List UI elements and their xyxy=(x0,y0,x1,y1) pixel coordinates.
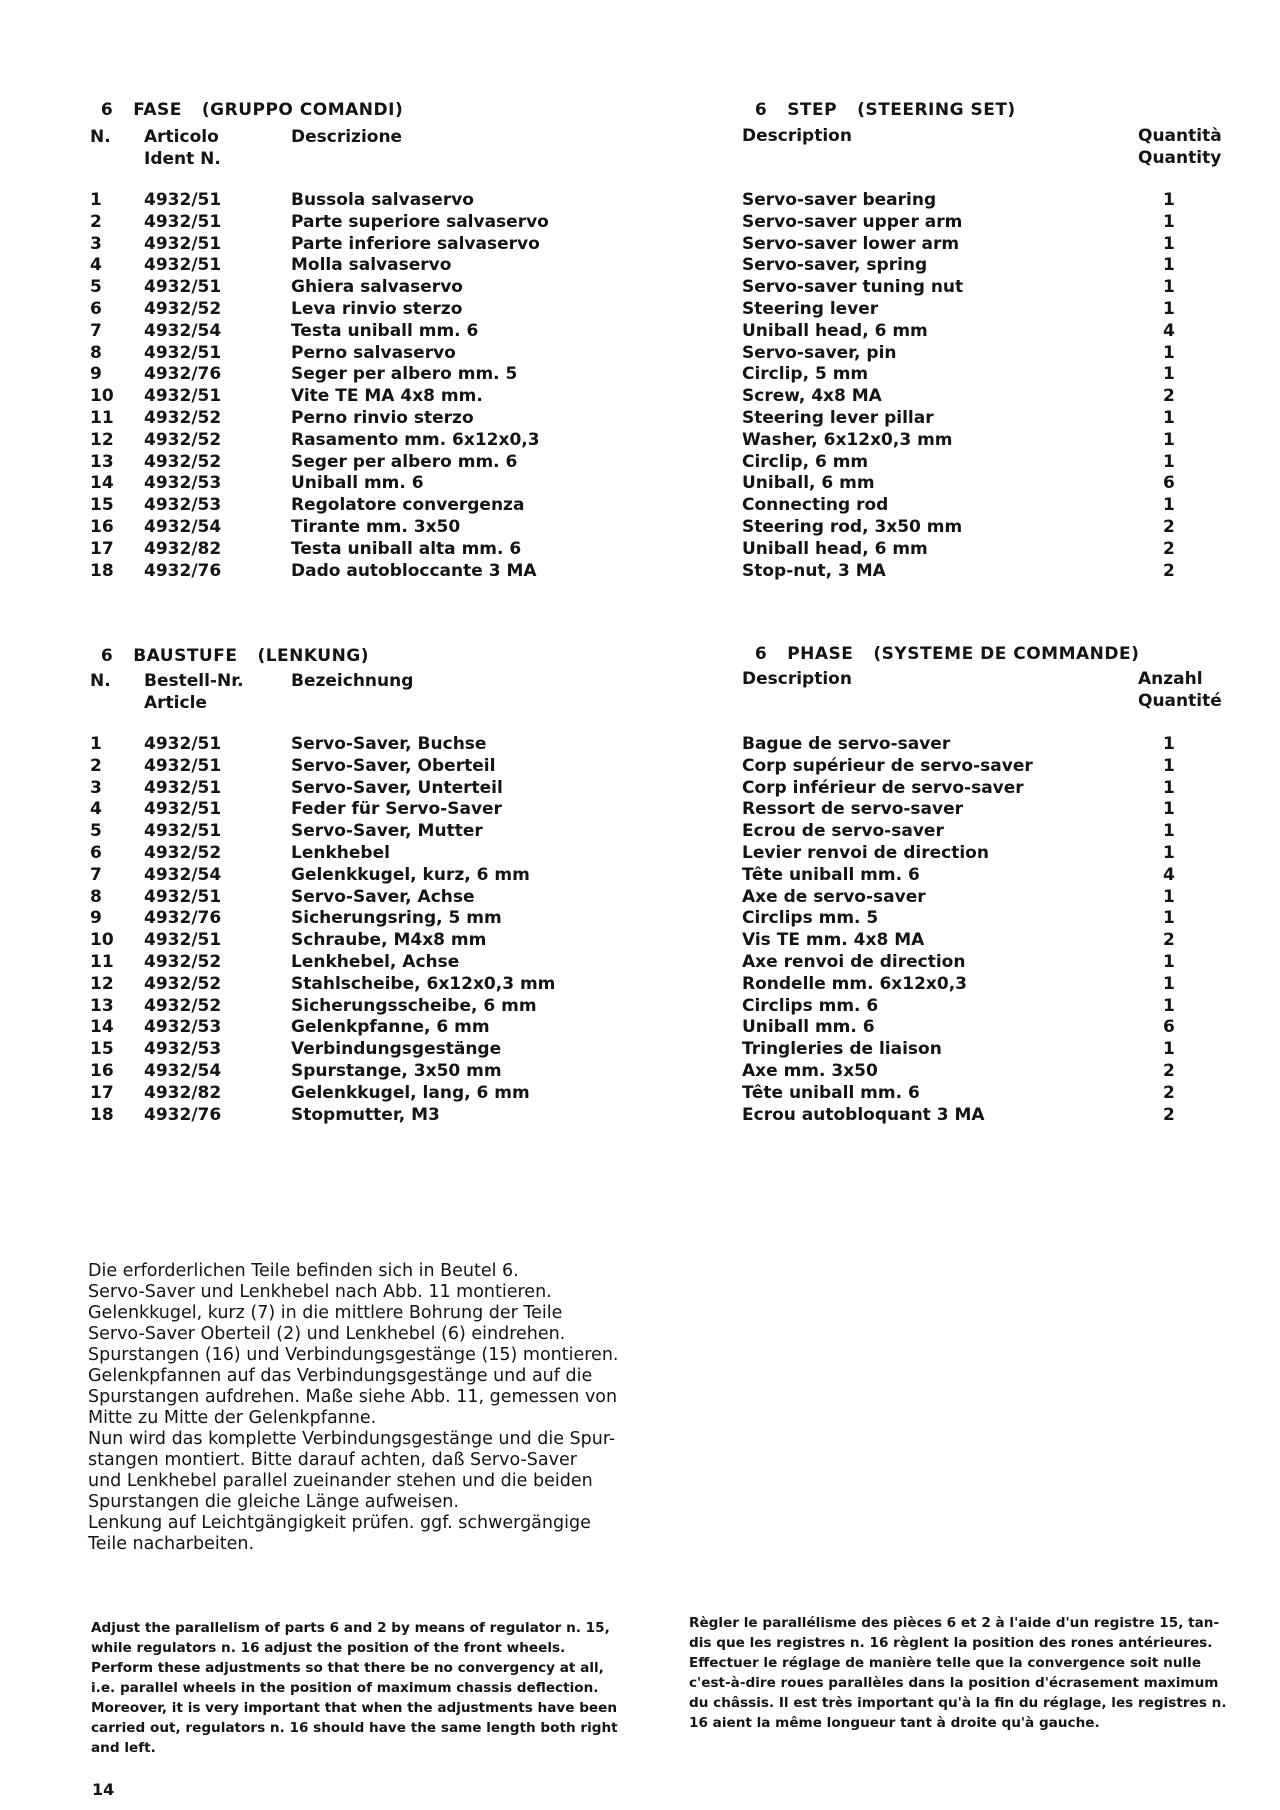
article-number: 4932/53 xyxy=(144,1017,222,1038)
text-line: Die erforderlichen Teile befinden sich in Beutel 6. xyxy=(88,1261,519,1281)
part-description: Gelenkkugel, lang, 6 mm xyxy=(291,1082,530,1103)
quantity: 1 xyxy=(1163,952,1175,972)
item-number: 10 xyxy=(90,930,114,951)
item-number: 7 xyxy=(90,864,102,885)
part-description: Gelenkkugel, kurz, 6 mm xyxy=(291,864,530,885)
part-description: Testa uniball mm. 6 xyxy=(291,320,479,341)
part-description: Stop-nut, 3 MA xyxy=(742,560,886,581)
item-number: 17 xyxy=(90,1082,114,1103)
article-number: 4932/52 xyxy=(144,429,222,450)
quantity: 1 xyxy=(1163,886,1175,907)
article-number: 4932/51 xyxy=(144,755,222,776)
article-number: 4932/82 xyxy=(144,1082,222,1103)
page-number: 14 xyxy=(92,1780,115,1799)
part-description: Servo-saver tuning nut xyxy=(742,277,964,298)
quantity: 1 xyxy=(1163,190,1175,210)
part-description: Circlips mm. 5 xyxy=(742,908,879,929)
quantity: 1 xyxy=(1163,799,1175,820)
part-description: Servo-saver upper arm xyxy=(742,211,963,232)
col-header-description: Description xyxy=(742,669,852,689)
col-header-description: Description xyxy=(742,126,852,146)
text-line: 16 aient la même longueur tant à droite qu'à gauche. xyxy=(689,1715,1100,1731)
article-number: 4932/51 xyxy=(144,777,222,798)
part-description: Leva rinvio sterzo xyxy=(291,299,463,319)
item-number: 12 xyxy=(90,973,114,994)
section-number: 6 xyxy=(754,100,768,120)
article-number: 4932/51 xyxy=(144,886,222,907)
article-number: 4932/82 xyxy=(144,538,222,559)
col-header-description: Descrizione xyxy=(291,127,403,147)
quantity: 1 xyxy=(1163,755,1175,776)
quantity: 1 xyxy=(1163,233,1175,254)
section-title: PHASE xyxy=(787,644,854,664)
part-description: Screw, 4x8 MA xyxy=(742,386,882,407)
text-line: i.e. parallel wheels in the position of maximum chassis deflection. xyxy=(91,1680,599,1696)
item-number: 7 xyxy=(90,320,102,341)
part-description: Servo-saver lower arm xyxy=(742,233,960,254)
text-line: Gelenkpfannen auf das Verbindungsgestänge und auf die xyxy=(88,1366,593,1386)
item-number: 9 xyxy=(90,364,102,385)
part-description: Uniball mm. 6 xyxy=(742,1017,875,1038)
section-title: BAUSTUFE xyxy=(133,646,238,666)
part-description: Servo-saver, pin xyxy=(742,342,897,363)
item-number: 15 xyxy=(90,495,114,516)
part-description: Gelenkpfanne, 6 mm xyxy=(291,1017,490,1038)
col-header-article-line2: Ident N. xyxy=(144,149,221,169)
part-description: Steering lever pillar xyxy=(742,408,934,428)
quantity: 6 xyxy=(1163,473,1175,494)
item-number: 13 xyxy=(90,995,114,1016)
article-number: 4932/51 xyxy=(144,342,222,363)
item-number: 10 xyxy=(90,386,114,407)
col-header-description: Bezeichnung xyxy=(291,671,414,691)
item-number: 11 xyxy=(90,952,114,972)
quantity: 1 xyxy=(1163,408,1175,428)
article-number: 4932/51 xyxy=(144,277,222,298)
quantity: 1 xyxy=(1163,495,1175,516)
part-description: Bague de servo-saver xyxy=(742,734,951,754)
part-description: Servo-saver, spring xyxy=(742,255,928,276)
article-number: 4932/76 xyxy=(144,364,222,385)
text-line: Teile nacharbeiten. xyxy=(88,1534,255,1554)
quantity: 2 xyxy=(1163,386,1175,407)
article-number: 4932/51 xyxy=(144,821,222,842)
part-description: Verbindungsgestänge xyxy=(291,1039,502,1060)
article-number: 4932/53 xyxy=(144,473,222,494)
col-header-quantity-line1: Quantità xyxy=(1138,126,1222,146)
quantity: 1 xyxy=(1163,364,1175,385)
text-line: Lenkung auf Leichtgängigkeit prüfen. ggf. schwergängige xyxy=(88,1513,591,1533)
part-description: Circlip, 5 mm xyxy=(742,364,869,385)
article-number: 4932/53 xyxy=(144,1039,222,1060)
part-description: Circlips mm. 6 xyxy=(742,995,879,1016)
part-description: Dado autobloccante 3 MA xyxy=(291,560,537,581)
quantity: 2 xyxy=(1163,538,1175,559)
text-line: while regulators n. 16 adjust the position of the front wheels. xyxy=(91,1640,566,1656)
quantity: 2 xyxy=(1163,1104,1175,1125)
article-number: 4932/54 xyxy=(144,320,222,341)
article-number: 4932/51 xyxy=(144,211,222,232)
article-number: 4932/52 xyxy=(144,408,222,428)
article-number: 4932/51 xyxy=(144,799,222,820)
part-description: Rondelle mm. 6x12x0,3 xyxy=(742,973,968,994)
part-description: Washer, 6x12x0,3 mm xyxy=(742,429,953,450)
text-line: Règler le parallélisme des pièces 6 et 2 à l'aide d'un registre 15, tan- xyxy=(689,1615,1220,1631)
part-description: Levier renvoi de direction xyxy=(742,843,989,863)
quantity: 1 xyxy=(1163,277,1175,298)
part-description: Ecrou autobloquant 3 MA xyxy=(742,1104,985,1125)
quantity: 1 xyxy=(1163,995,1175,1016)
item-number: 2 xyxy=(90,211,102,232)
part-description: Steering lever xyxy=(742,299,879,319)
quantity: 6 xyxy=(1163,1017,1175,1038)
part-description: Tringleries de liaison xyxy=(742,1039,942,1060)
text-line: Mitte zu Mitte der Gelenkpfanne. xyxy=(88,1408,377,1428)
text-line: Spurstangen die gleiche Länge aufweisen. xyxy=(88,1492,459,1512)
part-description: Vis TE mm. 4x8 MA xyxy=(742,930,925,951)
article-number: 4932/53 xyxy=(144,495,222,516)
article-number: 4932/76 xyxy=(144,1104,222,1125)
quantity: 2 xyxy=(1163,517,1175,537)
section-heading-de xyxy=(88,626,389,666)
assembly-instructions-de xyxy=(88,1261,621,1555)
part-description: Corp inférieur de servo-saver xyxy=(742,777,1024,798)
section-title: STEP xyxy=(787,100,838,120)
part-description: Axe mm. 3x50 xyxy=(742,1061,878,1081)
quantity: 1 xyxy=(1163,734,1175,754)
quantity: 2 xyxy=(1163,560,1175,581)
part-description: Rasamento mm. 6x12x0,3 xyxy=(291,429,540,450)
text-line: stangen montiert. Bitte darauf achten, daß Servo-Saver xyxy=(88,1450,577,1470)
part-description: Seger per albero mm. 5 xyxy=(291,364,518,385)
quantity: 1 xyxy=(1163,342,1175,363)
text-line: Spurstangen (16) und Verbindungsgestänge (15) montieren. xyxy=(88,1345,619,1365)
part-description: Tirante mm. 3x50 xyxy=(291,517,461,537)
col-header-quantity-line1: Anzahl xyxy=(1138,669,1203,689)
item-number: 3 xyxy=(90,233,102,254)
part-description: Tête uniball mm. 6 xyxy=(742,1082,920,1103)
quantity: 1 xyxy=(1163,299,1175,319)
quantity: 1 xyxy=(1163,1039,1175,1060)
part-description: Schraube, M4x8 mm xyxy=(291,930,487,951)
part-description: Axe de servo-saver xyxy=(742,886,926,907)
quantity: 2 xyxy=(1163,930,1175,951)
item-number: 4 xyxy=(90,799,102,820)
section-subtitle: (GRUPPO COMANDI) xyxy=(201,100,404,120)
article-number: 4932/52 xyxy=(144,451,222,472)
part-description: Uniball head, 6 mm xyxy=(742,538,928,559)
part-description: Vite TE MA 4x8 mm. xyxy=(291,386,483,407)
item-number: 13 xyxy=(90,451,114,472)
text-line: c'est-à-dire roues parallèles dans la position d'écrasement maximum xyxy=(689,1675,1219,1691)
part-description: Parte inferiore salvaservo xyxy=(291,233,540,254)
article-number: 4932/52 xyxy=(144,952,222,972)
part-description: Servo-Saver, Mutter xyxy=(291,821,483,842)
col-header-n: N. xyxy=(90,127,111,147)
article-number: 4932/51 xyxy=(144,930,222,951)
part-description: Seger per albero mm. 6 xyxy=(291,451,518,472)
col-header-quantity xyxy=(1138,668,1222,712)
article-number: 4932/51 xyxy=(144,190,222,210)
part-description: Uniball head, 6 mm xyxy=(742,320,928,341)
col-header-quantity-line2: Quantity xyxy=(1138,148,1222,168)
col-header-article-line2: Article xyxy=(144,693,207,713)
part-description: Lenkhebel, Achse xyxy=(291,952,460,972)
item-number: 3 xyxy=(90,777,102,798)
text-line: Spurstangen aufdrehen. Maße siehe Abb. 11, gemessen von xyxy=(88,1387,618,1407)
quantity: 1 xyxy=(1163,255,1175,276)
item-number: 16 xyxy=(90,517,114,537)
section-heading-it xyxy=(88,80,423,120)
item-number: 14 xyxy=(90,473,114,494)
part-description: Sicherungsring, 5 mm xyxy=(291,908,502,929)
item-number: 15 xyxy=(90,1039,114,1060)
part-description: Servo-Saver, Oberteil xyxy=(291,755,496,776)
quantity: 1 xyxy=(1163,777,1175,798)
part-description: Parte superiore salvaservo xyxy=(291,211,549,232)
col-header-article xyxy=(144,126,221,170)
item-number: 17 xyxy=(90,538,114,559)
part-description: Lenkhebel xyxy=(291,843,390,863)
item-number: 5 xyxy=(90,277,102,298)
item-number: 9 xyxy=(90,908,102,929)
part-description: Circlip, 6 mm xyxy=(742,451,869,472)
quantity: 2 xyxy=(1163,1061,1175,1081)
item-number: 2 xyxy=(90,755,102,776)
part-description: Stopmutter, M3 xyxy=(291,1104,440,1125)
text-line: and left. xyxy=(91,1740,156,1756)
quantity: 1 xyxy=(1163,211,1175,232)
item-number: 18 xyxy=(90,1104,114,1125)
part-description: Perno rinvio sterzo xyxy=(291,408,474,428)
text-line: du châssis. Il est très important qu'à la fin du réglage, les registres n. xyxy=(689,1695,1227,1711)
part-description: Uniball mm. 6 xyxy=(291,473,424,494)
article-number: 4932/76 xyxy=(144,908,222,929)
section-number: 6 xyxy=(754,644,768,664)
parts-table-fr xyxy=(0,733,1280,1133)
quantity: 2 xyxy=(1163,1082,1175,1103)
article-number: 4932/52 xyxy=(144,299,222,319)
text-line: carried out, regulators n. 16 should have the same length both right xyxy=(91,1720,618,1736)
section-heading-en xyxy=(742,80,1036,120)
col-header-article-line1: Bestell-Nr. xyxy=(144,671,244,691)
col-header-quantity xyxy=(1138,125,1222,169)
quantity: 4 xyxy=(1163,320,1175,341)
item-number: 8 xyxy=(90,342,102,363)
text-line: Gelenkkugel, kurz (7) in die mittlere Bohrung der Teile xyxy=(88,1303,563,1323)
quantity: 4 xyxy=(1163,864,1175,885)
parts-table-en xyxy=(0,189,1280,589)
part-description: Stahlscheibe, 6x12x0,3 mm xyxy=(291,973,556,994)
part-description: Sicherungsscheibe, 6 mm xyxy=(291,995,537,1016)
part-description: Servo-Saver, Unterteil xyxy=(291,777,503,798)
article-number: 4932/51 xyxy=(144,734,222,754)
part-description: Ressort de servo-saver xyxy=(742,799,964,820)
item-number: 1 xyxy=(90,190,102,210)
col-header-article-line1: Articolo xyxy=(144,127,219,147)
article-number: 4932/51 xyxy=(144,386,222,407)
part-description: Servo-saver bearing xyxy=(742,190,937,210)
article-number: 4932/52 xyxy=(144,995,222,1016)
article-number: 4932/76 xyxy=(144,560,222,581)
item-number: 8 xyxy=(90,886,102,907)
adjustment-notes-en xyxy=(91,1618,631,1758)
section-subtitle: (LENKUNG) xyxy=(257,646,370,666)
article-number: 4932/51 xyxy=(144,255,222,276)
part-description: Steering rod, 3x50 mm xyxy=(742,517,963,537)
part-description: Tête uniball mm. 6 xyxy=(742,864,920,885)
part-description: Spurstange, 3x50 mm xyxy=(291,1061,502,1081)
adjustment-notes-fr xyxy=(689,1613,1229,1733)
item-number: 11 xyxy=(90,408,114,428)
part-description: Axe renvoi de direction xyxy=(742,952,966,972)
part-description: Ecrou de servo-saver xyxy=(742,821,944,842)
item-number: 12 xyxy=(90,429,114,450)
section-heading-fr xyxy=(742,624,1159,664)
article-number: 4932/54 xyxy=(144,864,222,885)
text-line: Servo-Saver und Lenkhebel nach Abb. 11 montieren. xyxy=(88,1282,552,1302)
quantity: 1 xyxy=(1163,973,1175,994)
part-description: Testa uniball alta mm. 6 xyxy=(291,538,522,559)
section-subtitle: (SYSTEME DE COMMANDE) xyxy=(873,644,1140,664)
col-header-quantity-line2: Quantité xyxy=(1138,691,1222,711)
quantity: 1 xyxy=(1163,843,1175,863)
text-line: Perform these adjustments so that there be no convergency at all, xyxy=(91,1660,604,1676)
article-number: 4932/52 xyxy=(144,973,222,994)
article-number: 4932/54 xyxy=(144,1061,222,1081)
quantity: 1 xyxy=(1163,429,1175,450)
item-number: 16 xyxy=(90,1061,114,1081)
part-description: Regolatore convergenza xyxy=(291,495,525,516)
item-number: 18 xyxy=(90,560,114,581)
item-number: 6 xyxy=(90,299,102,319)
part-description: Feder für Servo-Saver xyxy=(291,799,502,820)
text-line: Servo-Saver Oberteil (2) und Lenkhebel (6) eindrehen. xyxy=(88,1324,566,1344)
text-line: Effectuer le réglage de manière telle que la convergence soit nulle xyxy=(689,1655,1202,1671)
article-number: 4932/52 xyxy=(144,843,222,863)
part-description: Connecting rod xyxy=(742,495,889,516)
part-description: Corp supérieur de servo-saver xyxy=(742,755,1033,776)
text-line: Adjust the parallelism of parts 6 and 2 by means of regulator n. 15, xyxy=(91,1620,610,1636)
article-number: 4932/51 xyxy=(144,233,222,254)
part-description: Servo-Saver, Buchse xyxy=(291,734,487,754)
part-description: Ghiera salvaservo xyxy=(291,277,463,298)
col-header-n: N. xyxy=(90,671,111,691)
item-number: 5 xyxy=(90,821,102,842)
item-number: 1 xyxy=(90,734,102,754)
text-line: Moreover, it is very important that when the adjustments have been xyxy=(91,1700,618,1716)
part-description: Perno salvaservo xyxy=(291,342,456,363)
col-header-article xyxy=(144,670,244,714)
part-description: Servo-Saver, Achse xyxy=(291,886,475,907)
section-subtitle: (STEERING SET) xyxy=(857,100,1016,120)
part-description: Uniball, 6 mm xyxy=(742,473,875,494)
text-line: dis que les registres n. 16 règlent la position des rones antérieures. xyxy=(689,1635,1213,1651)
item-number: 6 xyxy=(90,843,102,863)
part-description: Molla salvaservo xyxy=(291,255,452,276)
quantity: 1 xyxy=(1163,821,1175,842)
item-number: 14 xyxy=(90,1017,114,1038)
item-number: 4 xyxy=(90,255,102,276)
section-number: 6 xyxy=(100,100,114,120)
quantity: 1 xyxy=(1163,908,1175,929)
article-number: 4932/54 xyxy=(144,517,222,537)
section-title: FASE xyxy=(133,100,182,120)
section-number: 6 xyxy=(100,646,114,666)
text-line: Nun wird das komplette Verbindungsgestänge und die Spur- xyxy=(88,1429,616,1449)
quantity: 1 xyxy=(1163,451,1175,472)
text-line: und Lenkhebel parallel zueinander stehen und die beiden xyxy=(88,1471,593,1491)
part-description: Bussola salvaservo xyxy=(291,190,474,210)
